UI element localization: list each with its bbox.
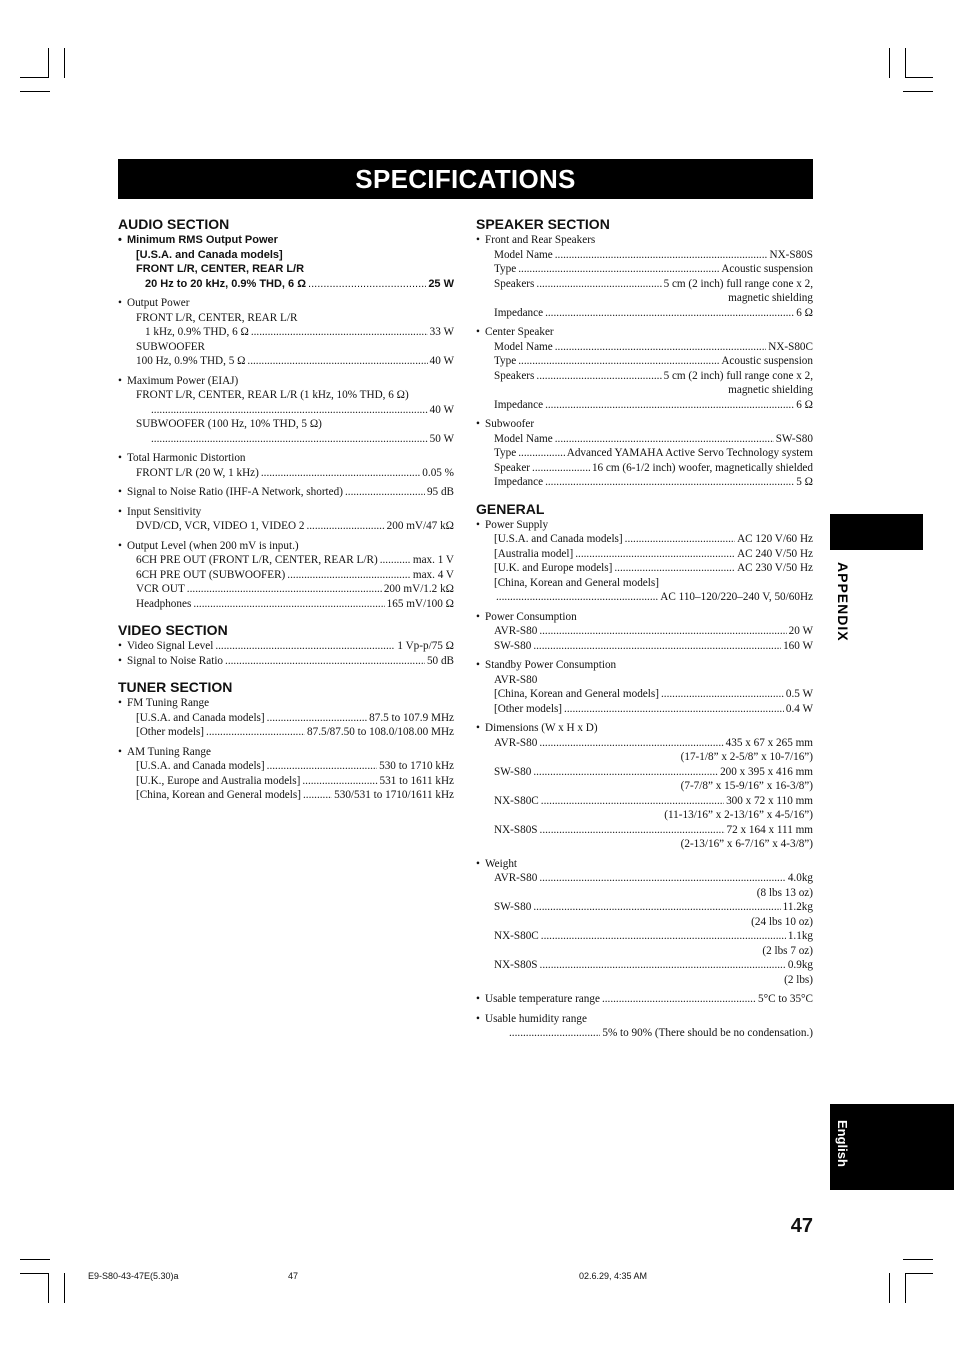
crop-mark [905,48,906,78]
power-supply-line4: ..... AC 110–120/220–240 V, 50/60Hz [476,590,813,605]
center-impedance: Impedance ..... 6 Ω [476,398,813,413]
thd-item [118,451,454,480]
weight-item [476,857,813,988]
general-section [476,500,813,1041]
front-rear-speakers-cont: magnetic shielding [728,292,813,304]
standby-line2: [Other models] ..... 0.4 W [476,702,813,717]
appendix-tab-block [830,514,923,550]
output-power-sub2: SUBWOOFER [136,340,205,353]
output-level-line3: VCR OUT ..... 200 mV/1.2 kΩ [118,582,454,597]
power-consumption-item [476,610,813,654]
weight-line1: AVR-S80 ..... 4.0kg [476,871,813,886]
subwoofer-item [476,417,813,490]
min-rms-region: [U.S.A. and Canada models] [136,248,283,261]
am-line1: [U.S.A. and Canada models] ..... 530 to 1710 kHz [118,759,454,774]
subwoofer-model: Model Name ..... SW-S80 [476,432,813,447]
thd-line: FRONT L/R (20 W, 1 kHz) ..... 0.05 % [118,466,454,481]
front-rear-impedance: Impedance ..... 6 Ω [476,306,813,321]
left-column [118,215,454,813]
max-power-item [118,374,454,447]
front-rear-item [476,233,813,320]
max-power-sub2: SUBWOOFER (100 Hz, 10% THD, 5 Ω) [136,418,322,430]
crop-mark [905,77,933,78]
front-rear-title: • Front and Rear Speakers [476,233,813,248]
front-rear-speakers: Speakers ..... 5 cm (2 inch) full range cone x 2, [476,277,813,292]
humidity-item [476,1012,813,1041]
weight-line4-lbs: (2 lbs) [784,973,813,986]
subwoofer-type: Type ..... Advanced YAMAHA Active Servo Technology system [476,446,813,461]
speaker-section-heading: SPEAKER SECTION [476,216,610,232]
am-item [118,745,454,803]
min-rms-title: • Minimum RMS Output Power [118,233,454,248]
standby-sub: AVR-S80 [494,673,538,686]
footer-timestamp: 02.6.29, 4:35 AM [579,1271,648,1281]
tuner-section [118,678,454,803]
power-supply-item [476,518,813,605]
temperature-item [476,992,813,1007]
output-power-line1: 1 kHz, 0.9% THD, 6 Ω ..... 33 W [118,325,454,340]
fm-item [118,696,454,740]
subwoofer-title: • Subwoofer [476,417,813,432]
temperature-line: • Usable temperature range ..... 5°C to 35°C [476,992,813,1007]
humidity-line: ..... 5% to 90% (There should be no condensation.) [476,1026,813,1041]
audio-section-heading: AUDIO SECTION [118,216,230,232]
audio-section [118,215,454,611]
dimensions-line4-inch: (2-13/16” x 6-7/16” x 4-3/8”) [680,838,813,850]
right-column [476,215,813,1051]
crop-mark [20,77,48,78]
power-supply-title: • Power Supply [476,518,813,533]
video-section [118,621,454,668]
tuner-section-heading: TUNER SECTION [118,679,233,695]
crop-mark [905,1273,933,1274]
max-power-line1: ..... 40 W [118,403,454,418]
output-power-sub1: FRONT L/R, CENTER, REAR L/R [136,311,298,324]
output-level-line1: 6CH PRE OUT (FRONT L/R, CENTER, REAR L/R) ..... max. 1 V [118,553,454,568]
output-power-line2: 100 Hz, 0.9% THD, 5 Ω ..... 40 W [118,354,454,369]
video-signal-line: • Video Signal Level ..... 1 Vp-p/75 Ω [118,639,454,654]
crop-mark [903,1259,933,1260]
crop-mark [903,91,933,92]
input-sensitivity-title: • Input Sensitivity [118,505,454,520]
output-level-item [118,539,454,612]
speaker-section [476,215,813,490]
appendix-label: APPENDIX [835,562,851,642]
humidity-title: • Usable humidity range [476,1012,813,1027]
fm-line2: [Other models] ..... 87.5/87.50 to 108.0/108.00 MHz [118,725,454,740]
front-rear-model: Model Name ..... NX-S80S [476,248,813,263]
crop-mark [48,48,49,78]
dimensions-line2-inch: (7-7/8” x 15-9/16” x 16-3/8”) [680,780,813,792]
dimensions-line2: SW-S80 ..... 200 x 395 x 416 mm [476,765,813,780]
weight-line2-lbs: (24 lbs 10 oz) [751,915,813,928]
max-power-title: • Maximum Power (EIAJ) [118,374,454,389]
crop-mark [20,1259,50,1260]
footer-page: 47 [288,1271,299,1281]
output-level-line2: 6CH PRE OUT (SUBWOOFER) ..... max. 4 V [118,568,454,583]
snr-item [118,485,454,500]
english-label: English [835,1120,850,1167]
fm-title: • FM Tuning Range [118,696,454,711]
center-speakers-cont: magnetic shielding [728,384,813,396]
output-power-item [118,296,454,369]
dimensions-line3: NX-S80C ..... 300 x 72 x 110 mm [476,794,813,809]
output-level-title: • Output Level (when 200 mV is input.) [118,539,454,554]
input-sensitivity-line: DVD/CD, VCR, VIDEO 1, VIDEO 2 ..... 200 mV/47 kΩ [118,519,454,534]
dimensions-line3-inch: (11-13/16” x 2-13/16” x 4-5/16”) [664,809,813,821]
power-consumption-title: • Power Consumption [476,610,813,625]
am-line2: [U.K., Europe and Australia models] ..... 531 to 1611 kHz [118,774,454,789]
crop-mark [64,48,65,78]
power-consumption-line2: SW-S80 ..... 160 W [476,639,813,654]
crop-mark [64,1273,65,1303]
thd-title: • Total Harmonic Distortion [118,451,454,466]
subwoofer-speaker: Speaker ..... 16 cm (6-1/2 inch) woofer, magnetically shielded [476,461,813,476]
standby-title: • Standby Power Consumption [476,658,813,673]
weight-line2: SW-S80 ..... 11.2kg [476,900,813,915]
crop-mark [889,1273,890,1303]
dimensions-line1-inch: (17-1/8” x 2-5/8” x 10-7/16”) [680,751,813,763]
general-section-heading: GENERAL [476,500,545,517]
weight-line4: NX-S80S ..... 0.9kg [476,958,813,973]
weight-title: • Weight [476,857,813,872]
page-title: SPECIFICATIONS [118,159,813,199]
power-consumption-line1: AVR-S80 ..... 20 W [476,624,813,639]
center-item [476,325,813,412]
crop-mark [905,1273,906,1303]
power-supply-line4-label: [China, Korean and General models] [494,576,659,589]
min-rms-item [118,233,454,291]
subwoofer-impedance: Impedance ..... 5 Ω [476,475,813,490]
dimensions-line4: NX-S80S ..... 72 x 164 x 111 mm [476,823,813,838]
am-line3: [China, Korean and General models] ..... 530/531 to 1710/1611 kHz [118,788,454,803]
standby-item [476,658,813,716]
dimensions-title: • Dimensions (W x H x D) [476,721,813,736]
dimensions-line1: AVR-S80 ..... 435 x 67 x 265 mm [476,736,813,751]
max-power-line2: ..... 50 W [118,432,454,447]
page-number: 47 [790,1215,813,1237]
weight-line3: NX-S80C ..... 1.1kg [476,929,813,944]
center-speakers: Speakers ..... 5 cm (2 inch) full range cone x 2, [476,369,813,384]
power-supply-line1: [U.S.A. and Canada models] ..... AC 120 V/60 Hz [476,532,813,547]
output-power-title: • Output Power [118,296,454,311]
standby-line1: [China, Korean and General models] ..... 0.5 W [476,687,813,702]
fm-line1: [U.S.A. and Canada models] ..... 87.5 to 107.9 MHz [118,711,454,726]
crop-mark [889,48,890,78]
center-model: Model Name ..... NX-S80C [476,340,813,355]
power-supply-line2: [Australia model] ..... AC 240 V/50 Hz [476,547,813,562]
am-title: • AM Tuning Range [118,745,454,760]
weight-line3-lbs: (2 lbs 7 oz) [762,944,813,957]
dimensions-item [476,721,813,852]
crop-mark [20,91,50,92]
min-rms-line: 20 Hz to 20 kHz, 0.9% THD, 6 Ω ..... 25 W [118,277,454,292]
center-title: • Center Speaker [476,325,813,340]
footer-doc-code: E9-S80-43-47E(5.30)a [88,1271,179,1281]
power-supply-line3: [U.K. and Europe models] ..... AC 230 V/50 Hz [476,561,813,576]
front-rear-type: Type ..... Acoustic suspension [476,262,813,277]
input-sensitivity-item [118,505,454,534]
output-level-line4: Headphones ..... 165 mV/100 Ω [118,597,454,612]
video-snr-line: • Signal to Noise Ratio ..... 50 dB [118,654,454,669]
snr-line: • Signal to Noise Ratio (IHF-A Network, shorted) ..... 95 dB [118,485,454,500]
max-power-sub1: FRONT L/R, CENTER, REAR L/R (1 kHz, 10% THD, 6 Ω) [136,389,409,401]
center-type: Type ..... Acoustic suspension [476,354,813,369]
crop-mark [48,1273,49,1303]
min-rms-channels: FRONT L/R, CENTER, REAR L/R [136,263,305,275]
weight-line1-lbs: (8 lbs 13 oz) [756,886,813,899]
crop-mark [20,1273,48,1274]
video-section-heading: VIDEO SECTION [118,622,228,638]
